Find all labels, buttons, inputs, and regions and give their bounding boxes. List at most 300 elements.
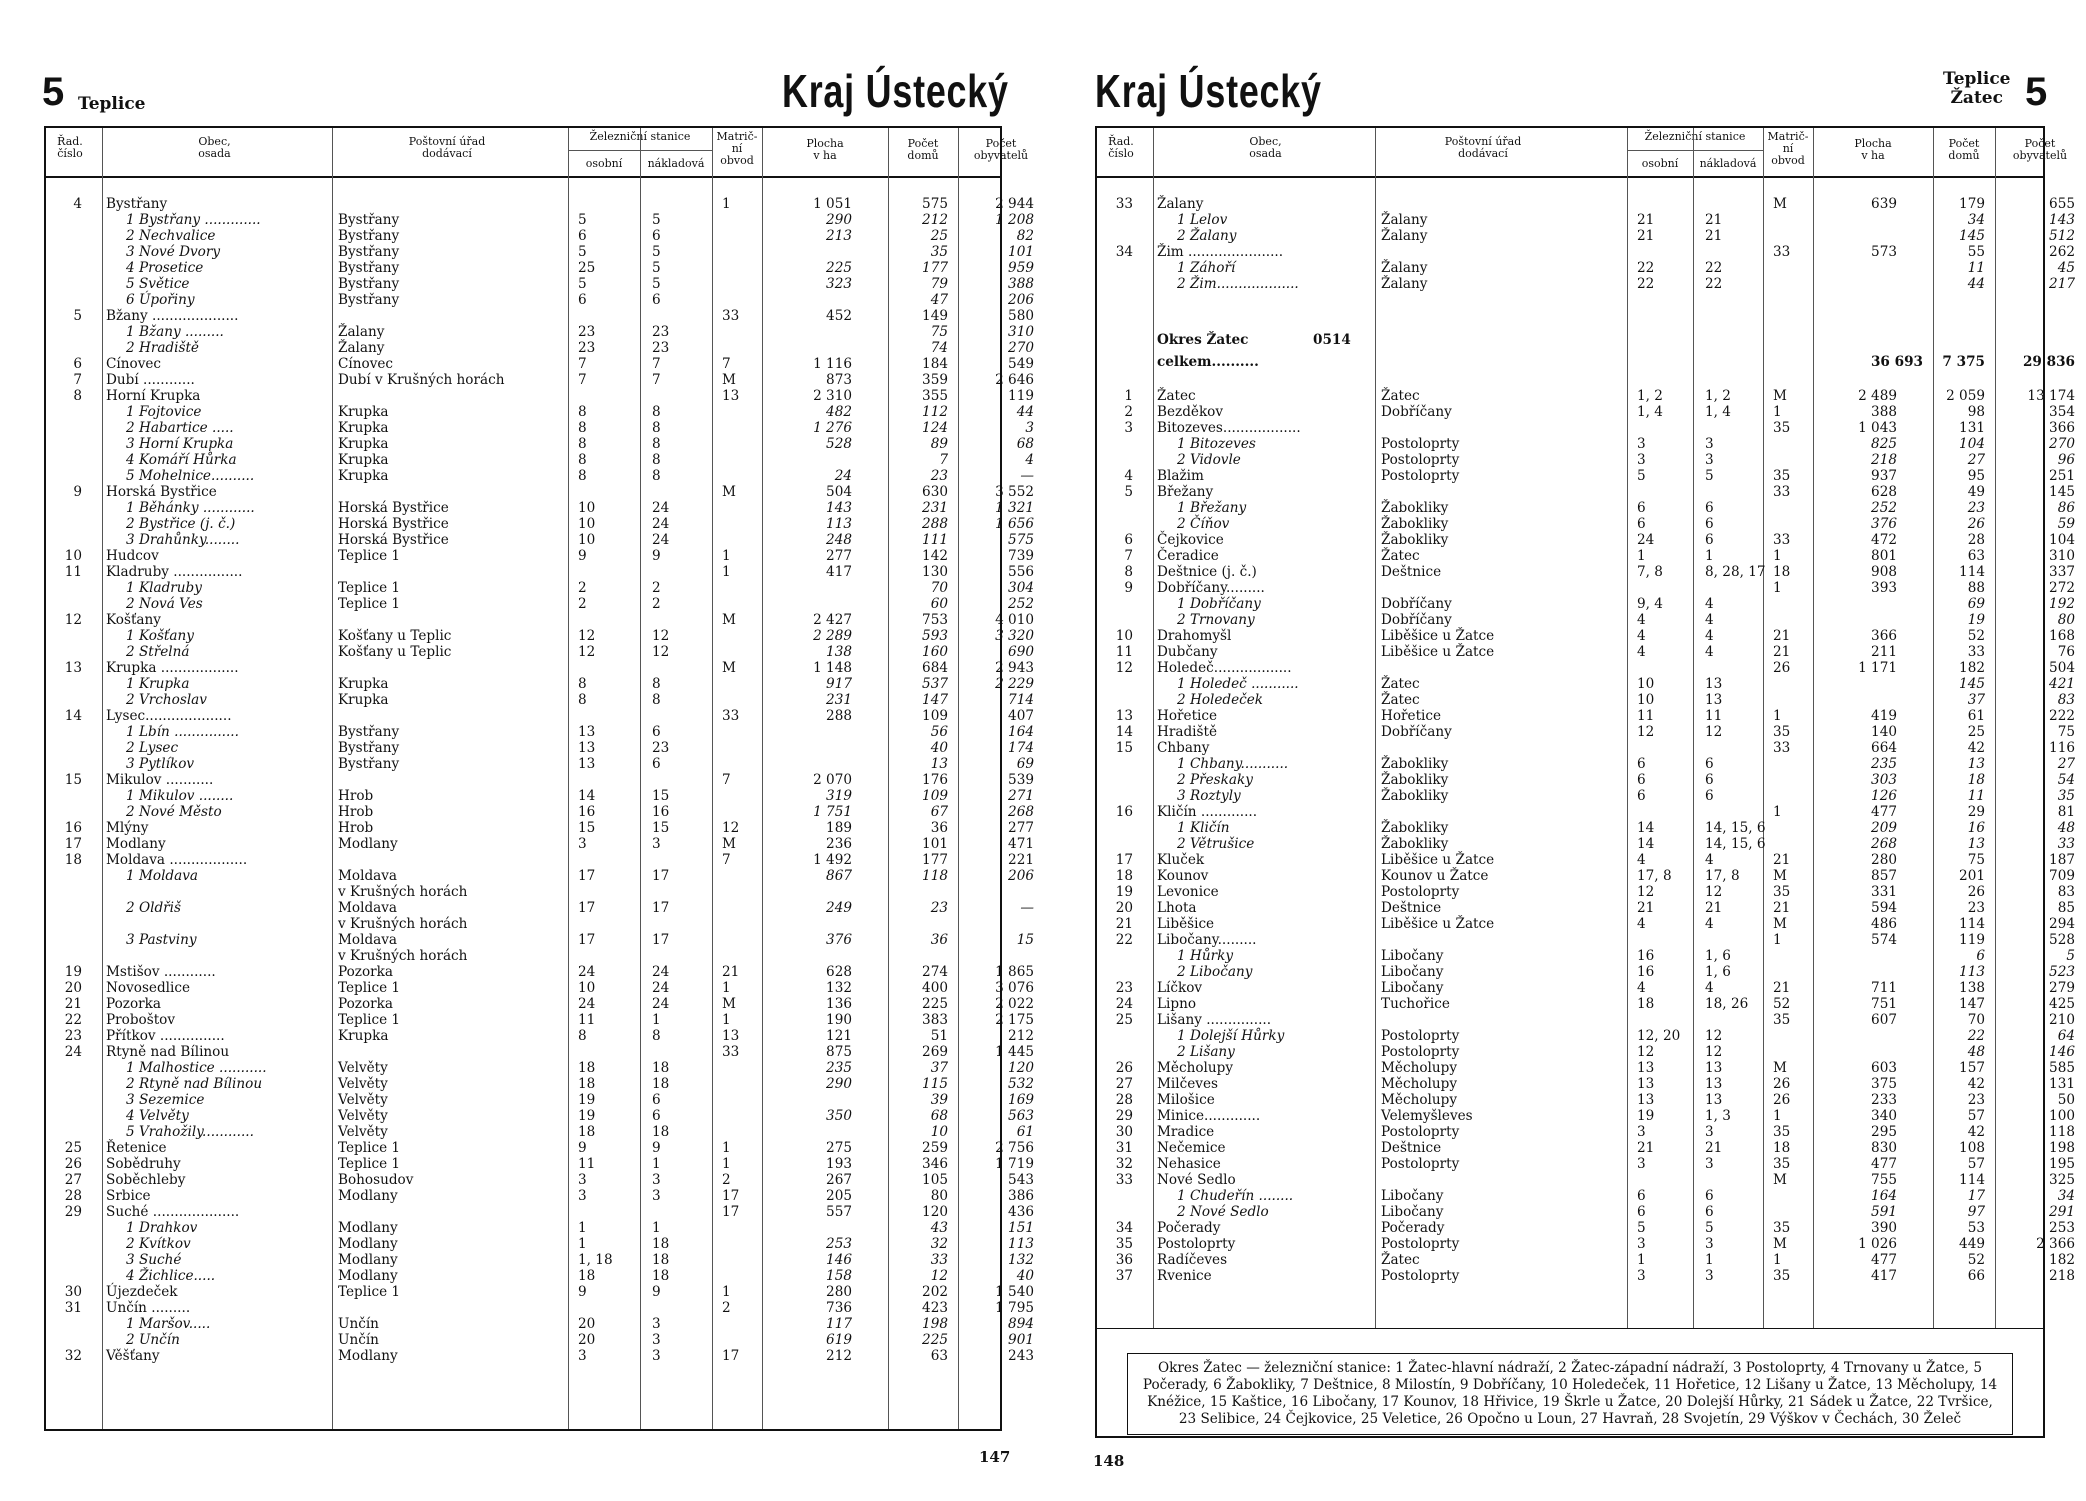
cell-os: 17 [578, 932, 596, 948]
table-row [1097, 436, 2075, 452]
cell-post: Hrob [338, 804, 374, 820]
cell-dom: 39 [930, 1092, 948, 1108]
cell-dom: 23 [930, 468, 948, 484]
cell-oby: 145 [2049, 484, 2075, 500]
cell-pl: 867 [826, 868, 852, 884]
cell-name: 1 Maršov..... [126, 1316, 211, 1332]
table-row [46, 948, 1000, 964]
cell-pl: 573 [1871, 244, 1897, 260]
cell-os: 6 [1637, 500, 1646, 516]
cell-pl: 212 [826, 1348, 852, 1364]
cell-os: 7, 8 [1637, 564, 1663, 580]
table-row [1097, 244, 2075, 260]
cell-post: Moldava [338, 932, 398, 948]
cell-os: 12, 20 [1637, 1028, 1681, 1044]
cell-nak: 1, 3 [1705, 1108, 1731, 1124]
cell-mat: 17 [722, 1348, 740, 1364]
cell-nak: 3 [1705, 436, 1714, 452]
cell-nak: 21 [1705, 1140, 1723, 1156]
cell-post: Bohosudov [338, 1172, 414, 1188]
cell-mat: 1 [722, 1284, 731, 1300]
cell-pl: 1 116 [813, 356, 852, 372]
cell-name: Řetenice [106, 1140, 167, 1156]
cell-oby: 539 [1008, 772, 1034, 788]
cell-dom: 113 [1959, 964, 1985, 980]
cell-pl: 528 [826, 436, 852, 452]
table-row [46, 644, 1034, 660]
cell-pl: 209 [1871, 820, 1897, 836]
cell-pl: 486 [1871, 916, 1897, 932]
cell-post: Libočany [1381, 948, 1444, 964]
cell-os: 3 [1637, 436, 1646, 452]
cell-pl: 477 [1871, 804, 1897, 820]
cell-n: 18 [1115, 868, 1133, 884]
cell-oby: 407 [1008, 708, 1034, 724]
cell-nak: 5 [652, 244, 661, 260]
cell-pl: 295 [1871, 1124, 1897, 1140]
cell-post: Deštnice [1381, 1140, 1442, 1156]
table-row [46, 660, 1034, 676]
cell-os: 17, 8 [1637, 868, 1672, 884]
cell-nak: 2 [652, 580, 661, 596]
cell-pl: 331 [1871, 884, 1897, 900]
cell-dom: 112 [922, 404, 948, 420]
cell-pl: 233 [1871, 1092, 1897, 1108]
cell-oby: 82 [1016, 228, 1034, 244]
cell-mat: 33 [722, 708, 740, 724]
cell-post: Žabokliky [1381, 820, 1449, 836]
cell-os: 17 [578, 868, 596, 884]
cell-mat: 13 [722, 388, 740, 404]
okres-celkem: celkem.......... [1157, 354, 1259, 370]
cell-post: Horská Bystřice [338, 500, 449, 516]
cell-mat: M [722, 996, 736, 1012]
cell-pl: 908 [1871, 564, 1897, 580]
cell-post: Hořetice [1381, 708, 1442, 724]
cell-pl: 376 [826, 932, 852, 948]
cell-n: 10 [64, 548, 82, 564]
cell-pl: 2 289 [813, 628, 852, 644]
cell-oby: 243 [1008, 1348, 1034, 1364]
cell-pl: 248 [826, 532, 852, 548]
cell-name: 1 Dolejší Hůrky [1177, 1028, 1285, 1044]
cell-os: 10 [578, 516, 596, 532]
cell-n: 33 [1115, 196, 1133, 212]
cell-nak: 18 [652, 1060, 670, 1076]
cell-n: 23 [1115, 980, 1133, 996]
cell-name: 1 Bžany ......... [126, 324, 224, 340]
cell-dom: 269 [922, 1044, 948, 1060]
cell-name: 1 Krupka [126, 676, 190, 692]
cell-nak: 1 [1705, 548, 1714, 564]
cell-pl: 1 171 [1858, 660, 1897, 676]
left-table [44, 126, 1034, 1431]
cell-os: 7 [578, 372, 587, 388]
cell-dom: 184 [922, 356, 948, 372]
cell-nak: 3 [1705, 1124, 1714, 1140]
cell-nak: 13 [1705, 1076, 1723, 1092]
table-row [46, 276, 1034, 292]
cell-n: 11 [1115, 644, 1133, 660]
cell-name: Bžany .................... [106, 308, 239, 324]
cell-pl: 477 [1871, 1156, 1897, 1172]
cell-name: Věšťany [106, 1348, 160, 1364]
cell-dom: 108 [1959, 1140, 1985, 1156]
cell-post: Žalany [338, 340, 385, 356]
cell-os: 13 [578, 740, 596, 756]
cell-os: 19 [578, 1108, 596, 1124]
cell-oby: 251 [2049, 468, 2075, 484]
cell-os: 13 [578, 756, 596, 772]
cell-post: Žabokliky [1381, 788, 1449, 804]
cell-os: 9 [578, 1140, 587, 1156]
cell-post: Postoloprty [1381, 1236, 1460, 1252]
cell-post: Žatec [1381, 548, 1420, 564]
cell-name: 2 Bystřice (j. č.) [126, 516, 236, 532]
cell-n: 22 [1115, 932, 1133, 948]
table-row [1097, 644, 2075, 660]
cell-n: 4 [73, 196, 82, 212]
cell-mat: 35 [1773, 468, 1791, 484]
cell-nak: 24 [652, 980, 670, 996]
cell-post: Krupka [338, 676, 389, 692]
cell-pl: 390 [1871, 1220, 1897, 1236]
table-row [1097, 388, 2075, 404]
cell-dom: 36 [930, 932, 948, 948]
cell-dom: 88 [1967, 580, 1985, 596]
cell-os: 4 [1637, 628, 1646, 644]
cell-nak: 9 [652, 1284, 661, 1300]
table-row [1097, 564, 2075, 580]
cell-n: 21 [64, 996, 82, 1012]
cell-oby: 279 [2049, 980, 2075, 996]
cell-n: 16 [64, 820, 82, 836]
table-row [1097, 596, 2075, 612]
cell-pl: 231 [826, 692, 852, 708]
cell-dom: 19 [1967, 612, 1985, 628]
cell-name: 3 Nové Dvory [126, 244, 221, 260]
cell-post: Žabokliky [1381, 532, 1449, 548]
cell-n: 16 [1115, 804, 1133, 820]
cell-os: 12 [578, 628, 596, 644]
cell-nak: 13 [1705, 692, 1723, 708]
cell-nak: 1, 6 [1705, 964, 1731, 980]
cell-oby: 3 [1025, 420, 1034, 436]
cell-oby: 1 208 [995, 212, 1034, 228]
cell-dom: 63 [1967, 548, 1985, 564]
cell-oby: 68 [1016, 436, 1034, 452]
cell-pl: 603 [1871, 1060, 1897, 1076]
cell-os: 21 [1637, 212, 1655, 228]
cell-name: 4 Prosetice [126, 260, 204, 276]
table-row [1097, 1044, 2075, 1060]
cell-dom: 75 [1967, 852, 1985, 868]
cell-oby: 34 [2057, 1188, 2075, 1204]
cell-mat: 1 [1773, 580, 1782, 596]
cell-oby: 709 [2049, 868, 2075, 884]
cell-dom: 359 [922, 372, 948, 388]
cell-mat: 1 [1773, 548, 1782, 564]
cell-n: 6 [1124, 532, 1133, 548]
cell-post: Horská Bystřice [338, 516, 449, 532]
table-row [46, 516, 1034, 532]
cell-pl: 158 [826, 1268, 852, 1284]
cell-pl: 574 [1871, 932, 1897, 948]
cell-os: 6 [1637, 788, 1646, 804]
cell-oby: 690 [1008, 644, 1034, 660]
cell-pl: 619 [826, 1332, 852, 1348]
cell-os: 12 [578, 644, 596, 660]
cell-post: Teplice 1 [338, 1012, 401, 1028]
cell-oby: 85 [2057, 900, 2075, 916]
cell-post: Měcholupy [1381, 1076, 1458, 1092]
cell-oby: 80 [2057, 612, 2075, 628]
cell-nak: 18 [652, 1268, 670, 1284]
cell-n: 13 [64, 660, 82, 676]
okres-total-row [1097, 354, 2075, 376]
cell-dom: 145 [1959, 228, 1985, 244]
cell-dom: 61 [1967, 708, 1985, 724]
footnote-text: Okres Žatec — železniční stanice: 1 Žatec-hlavní nádraží, 2 Žatec-západní nádraží, 3 Postoloprty, 4 Trnovany u Žatce, 5 Počerady, 6 Žabokliky, 7 Deštnice, 8 Milostín, 9 Dobříčany, 10 Holedeček, 11 Hořetice, 12 Lišany u Žatce, 13 Měcholupy, 14 Knéžice, 15 Kaštice, 16 Libočany, 17 Kounov, 18 Hřivice, 19 Škrle u Žatce, 20 Dolejší Hůrky, 21 Sádek u Žatce, 22 Tvršice, 23 Selibice, 24 Čejkovice, 25 Veletice, 26 Opočno u Loun, 27 Havraň, 28 Svojetín, 29 Výškov v Čechách, 30 Želeč [1127, 1353, 2013, 1435]
cell-nak: 9 [652, 1140, 661, 1156]
cell-dom: 212 [922, 212, 948, 228]
cell-pl: 140 [1871, 724, 1897, 740]
cell-name: 1 Dobříčany [1177, 596, 1261, 612]
cell-os: 8 [578, 468, 587, 484]
cell-name: 2 Střelná [126, 644, 190, 660]
cell-post: Libočany [1381, 964, 1444, 980]
cell-post: Liběšice u Žatce [1381, 916, 1495, 932]
cell-dom: 42 [1967, 1124, 1985, 1140]
cell-pl: 393 [1871, 580, 1897, 596]
cell-oby: 1 445 [995, 1044, 1034, 1060]
cell-n: 31 [1115, 1140, 1133, 1156]
cell-nak: 1, 4 [1705, 404, 1731, 420]
table-row [46, 1348, 1034, 1364]
cell-n: 2 [1124, 404, 1133, 420]
page-number: 148 [1093, 1452, 1125, 1470]
cell-oby: 739 [1008, 548, 1034, 564]
cell-oby: 45 [2057, 260, 2075, 276]
cell-name: Chbany [1157, 740, 1210, 756]
cell-os: 10 [578, 532, 596, 548]
cell-dom: 12 [930, 1268, 948, 1284]
table-row [46, 676, 1034, 692]
cell-os: 1, 2 [1637, 388, 1663, 404]
cell-mat: M [722, 836, 736, 852]
cell-os: 18 [578, 1124, 596, 1140]
cell-nak: 4 [1705, 980, 1714, 996]
cell-os: 19 [578, 1092, 596, 1108]
cell-n: 24 [64, 1044, 82, 1060]
cell-oby: 81 [2057, 804, 2075, 820]
cell-os: 13 [1637, 1092, 1655, 1108]
cell-n: 20 [1115, 900, 1133, 916]
cell-nak: 6 [1705, 1204, 1714, 1220]
cell-dom: 25 [930, 228, 948, 244]
table-row [46, 900, 1034, 916]
cell-nak: 23 [652, 340, 670, 356]
cell-pl: 193 [826, 1156, 852, 1172]
cell-post: Libočany [1381, 1204, 1444, 1220]
table-row [1097, 1252, 2075, 1268]
cell-name: Hořetice [1157, 708, 1218, 724]
cell-name: Nečemice [1157, 1140, 1226, 1156]
cell-mat: 21 [1773, 644, 1791, 660]
cell-nak: 12 [1705, 884, 1723, 900]
cell-n: 19 [64, 964, 82, 980]
cell-name: Mlýny [106, 820, 149, 836]
cell-pl: 205 [826, 1188, 852, 1204]
column-header: osobní [585, 157, 623, 170]
cell-mat: 1 [722, 980, 731, 996]
cell-name: Proboštov [106, 1012, 176, 1028]
table-row [46, 820, 1034, 836]
table-row [46, 228, 1034, 244]
cell-name: Žalany [1157, 196, 1204, 212]
cell-oby: 33 [2057, 836, 2075, 852]
cell-mat: 26 [1773, 660, 1791, 676]
table-row [46, 292, 1034, 308]
cell-post: v Krušných horách [338, 948, 468, 964]
cell-dom: 10 [930, 1124, 948, 1140]
cell-dom: 25 [1967, 724, 1985, 740]
table-row [46, 212, 1034, 228]
cell-post: Postoloprty [1381, 468, 1460, 484]
cell-os: 20 [578, 1332, 596, 1348]
district-name: Teplice [78, 94, 146, 114]
table-row [46, 1236, 1034, 1252]
cell-dom: 13 [1967, 836, 1985, 852]
cell-post: Velvěty [338, 1124, 388, 1140]
cell-dom: 147 [1959, 996, 1985, 1012]
cell-dom: 114 [1959, 564, 1985, 580]
cell-post: Teplice 1 [338, 548, 401, 564]
cell-n: 19 [1115, 884, 1133, 900]
cell-post: Liběšice u Žatce [1381, 644, 1495, 660]
cell-pl: 375 [1871, 1076, 1897, 1092]
cell-dom: 70 [1967, 1012, 1985, 1028]
cell-nak: 1 [652, 1220, 661, 1236]
cell-oby: 549 [1008, 356, 1034, 372]
cell-mat: M [1773, 868, 1787, 884]
table-row [1097, 708, 2075, 724]
cell-n: 4 [1124, 468, 1133, 484]
cell-dom: 142 [922, 548, 948, 564]
table-row [1097, 996, 2075, 1012]
cell-post: Postoloprty [1381, 452, 1460, 468]
cell-post: Krupka [338, 692, 389, 708]
cell-post: Košťany u Teplic [338, 628, 452, 644]
table-row [46, 1220, 1034, 1236]
cell-oby: 69 [1016, 756, 1034, 772]
cell-name: 2 Vrchoslav [126, 692, 207, 708]
cell-nak: 6 [1705, 532, 1714, 548]
cell-post: Bystřany [338, 292, 400, 308]
cell-os: 4 [1637, 852, 1646, 868]
table-row [1097, 1236, 2075, 1252]
cell-n: 17 [1115, 852, 1133, 868]
cell-n: 30 [1115, 1124, 1133, 1140]
table-row [46, 436, 1034, 452]
cell-post: Krupka [338, 404, 389, 420]
cell-pl: 121 [826, 1028, 852, 1044]
table-row [46, 1076, 1034, 1092]
cell-nak: 3 [652, 1316, 661, 1332]
table-row [1097, 1124, 2075, 1140]
cell-post: Modlany [338, 1220, 398, 1236]
cell-os: 14 [1637, 836, 1655, 852]
cell-os: 20 [578, 1316, 596, 1332]
cell-name: 4 Komáří Hůrka [126, 452, 237, 468]
table-row [1097, 1140, 2075, 1156]
cell-nak: 23 [652, 740, 670, 756]
cell-n: 7 [1124, 548, 1133, 564]
cell-nak: 14, 15, 6 [1705, 820, 1766, 836]
cell-name: Přítkov ............... [106, 1028, 225, 1044]
cell-os: 2 [578, 596, 587, 612]
table-row [1097, 580, 2075, 596]
column-header: Počet obyvatelů [2012, 137, 2068, 162]
cell-name: Kluček [1157, 852, 1205, 868]
cell-dom: 179 [1959, 196, 1985, 212]
cell-name: Líčkov [1157, 980, 1203, 996]
page-number: 147 [979, 1448, 1011, 1466]
cell-os: 2 [578, 580, 587, 596]
cell-oby: 543 [1008, 1172, 1034, 1188]
cell-post: Pozorka [338, 996, 393, 1012]
cell-oby: 118 [2049, 1124, 2075, 1140]
cell-post: v Krušných horách [338, 916, 468, 932]
cell-oby: 253 [2049, 1220, 2075, 1236]
cell-n: 34 [1115, 244, 1133, 260]
cell-pl: 452 [826, 308, 852, 324]
cell-name: 1 Košťany [126, 628, 194, 644]
cell-oby: 143 [2049, 212, 2075, 228]
table-row [46, 932, 1034, 948]
table-row [46, 708, 1034, 724]
cell-dom: 44 [1967, 276, 1985, 292]
okres-heading [1097, 332, 2043, 354]
cell-nak: 6 [652, 724, 661, 740]
cell-oby: 212 [1008, 1028, 1034, 1044]
cell-post: Velemyšleves [1381, 1108, 1473, 1124]
table-row [46, 260, 1034, 276]
column-header: nákladová [1699, 157, 1757, 170]
cell-pl: 275 [826, 1140, 852, 1156]
cell-os: 9 [578, 548, 587, 564]
cell-os: 25 [578, 260, 596, 276]
cell-dom: 28 [1967, 532, 1985, 548]
table-row [46, 1300, 1034, 1316]
cell-name: 3 Sezemice [126, 1092, 205, 1108]
cell-name: Dubí ............ [106, 372, 195, 388]
cell-os: 8 [578, 676, 587, 692]
table-row [46, 1156, 1034, 1172]
cell-post: Žatec [1381, 692, 1420, 708]
cell-dom: 40 [930, 740, 948, 756]
railway-group-header: Železniční stanice [1644, 130, 1746, 143]
cell-name: Dubčany [1157, 644, 1218, 660]
table-row [46, 1204, 1034, 1220]
cell-pl: 24 [834, 468, 852, 484]
cell-name: Košťany [106, 612, 161, 628]
cell-pl: 857 [1871, 868, 1897, 884]
cell-name: 1 Malhostice ........... [126, 1060, 267, 1076]
table-row [1097, 1108, 2075, 1124]
cell-oby: 2 366 [2036, 1236, 2075, 1252]
cell-oby: 714 [1008, 692, 1034, 708]
